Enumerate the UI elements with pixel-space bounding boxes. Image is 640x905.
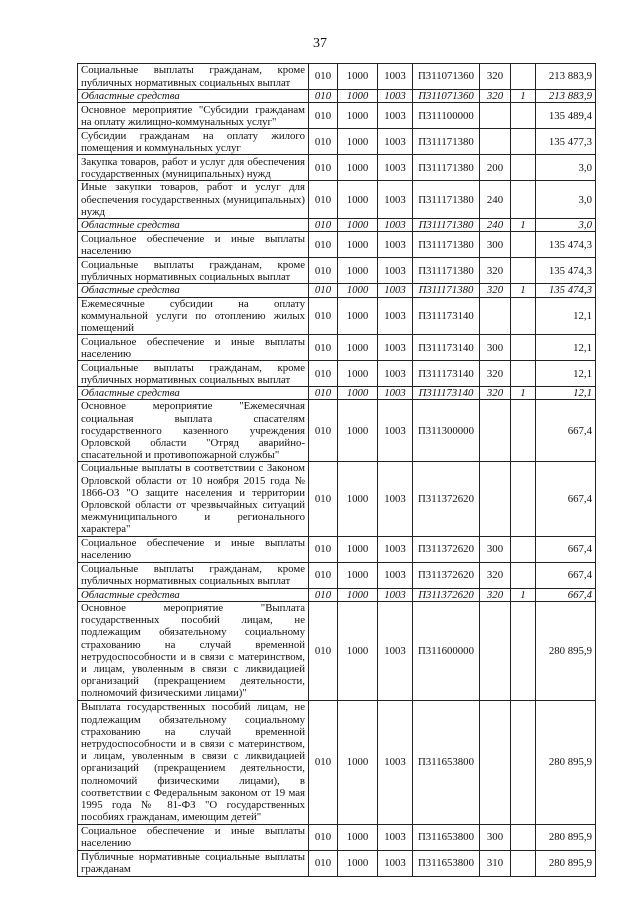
row-source-cell: 1 — [511, 284, 536, 297]
row-amount-cell: 213 883,9 — [536, 64, 596, 90]
row-subsection-cell: 1003 — [378, 562, 413, 588]
row-expense-type-cell — [480, 400, 511, 462]
row-section-cell: 1000 — [338, 601, 378, 700]
row-source-cell — [511, 103, 536, 129]
row-chapter-cell: 010 — [309, 155, 338, 181]
table-row — [78, 103, 596, 129]
row-section-cell: 1000 — [338, 700, 378, 824]
row-source-cell — [511, 824, 536, 850]
row-expense-type-cell: 320 — [480, 90, 511, 103]
row-section-cell: 1000 — [338, 181, 378, 219]
row-source-cell — [511, 297, 536, 335]
row-target-article-cell: П311171380 — [413, 284, 480, 297]
table-row — [78, 129, 596, 155]
table-row-regional-funds — [78, 90, 596, 103]
row-chapter-cell: 010 — [309, 90, 338, 103]
row-chapter-cell: 010 — [309, 232, 338, 258]
row-source-cell — [511, 601, 536, 700]
row-amount-cell: 12,1 — [536, 335, 596, 361]
row-chapter-cell: 010 — [309, 103, 338, 129]
row-name-cell: Областные средства — [78, 90, 309, 103]
row-expense-type-cell: 300 — [480, 824, 511, 850]
row-expense-type-cell: 320 — [480, 562, 511, 588]
row-expense-type-cell — [480, 129, 511, 155]
row-target-article-cell: П311372620 — [413, 536, 480, 562]
row-source-cell — [511, 536, 536, 562]
row-expense-type-cell: 320 — [480, 588, 511, 601]
row-section-cell: 1000 — [338, 462, 378, 536]
row-target-article-cell: П311171380 — [413, 219, 480, 232]
row-name-cell: Социальные выплаты гражданам, кроме публичных нормативных социальных выплат — [78, 562, 309, 588]
row-subsection-cell: 1003 — [378, 181, 413, 219]
row-expense-type-cell: 240 — [480, 219, 511, 232]
row-name-cell: Публичные нормативные социальные выплаты гражданам — [78, 850, 309, 876]
row-name-cell: Основное мероприятие "Ежемесячная социальная выплата спасателям государственного казенного учреждения Орловской области "Отряд аварийно-спасательной и противопожарной службы" — [78, 400, 309, 462]
row-target-article-cell: П311173140 — [413, 387, 480, 400]
table-row — [78, 562, 596, 588]
row-chapter-cell: 010 — [309, 219, 338, 232]
row-name-cell: Областные средства — [78, 219, 309, 232]
row-target-article-cell: П311171380 — [413, 129, 480, 155]
row-name-cell: Областные средства — [78, 387, 309, 400]
row-source-cell — [511, 335, 536, 361]
row-subsection-cell: 1003 — [378, 462, 413, 536]
row-expense-type-cell: 300 — [480, 232, 511, 258]
row-name-cell: Социальные выплаты гражданам, кроме публичных нормативных социальных выплат — [78, 361, 309, 387]
table-row — [78, 536, 596, 562]
row-section-cell: 1000 — [338, 361, 378, 387]
row-subsection-cell: 1003 — [378, 129, 413, 155]
row-section-cell: 1000 — [338, 400, 378, 462]
row-name-cell: Основное мероприятие "Выплата государственных пособий лицам, не подлежащим обязательному социальному страхованию на случай временной нетрудоспособности и в связи с материнством, и лицам, уволенным в связи с ликвидацией организаций (прекращением деятельности, полномочий физическими лицами)" — [78, 601, 309, 700]
row-subsection-cell: 1003 — [378, 155, 413, 181]
row-chapter-cell: 010 — [309, 297, 338, 335]
table-row — [78, 258, 596, 284]
row-amount-cell: 3,0 — [536, 219, 596, 232]
row-section-cell: 1000 — [338, 536, 378, 562]
row-name-cell: Социальные выплаты гражданам, кроме публичных нормативных социальных выплат — [78, 258, 309, 284]
row-source-cell — [511, 232, 536, 258]
row-subsection-cell: 1003 — [378, 700, 413, 824]
row-source-cell — [511, 155, 536, 181]
table-row — [78, 824, 596, 850]
row-name-cell: Выплата государственных пособий лицам, не подлежащим обязательному социальному страхованию на случай временной нетрудоспособности и в связи с материнством, и лицам, уволенным в связи с ликвидацией организаций (прекращением деятельности, полномочий физическими лицами), в соответствии с Федеральным законом от 19 мая 1995 года № 81-ФЗ "О государственных пособиях гражданам, имеющим детей" — [78, 700, 309, 824]
row-amount-cell: 280 895,9 — [536, 850, 596, 876]
row-name-cell: Социальное обеспечение и иные выплаты населению — [78, 536, 309, 562]
row-source-cell — [511, 64, 536, 90]
row-subsection-cell: 1003 — [378, 361, 413, 387]
row-subsection-cell: 1003 — [378, 601, 413, 700]
row-amount-cell: 667,4 — [536, 536, 596, 562]
row-expense-type-cell — [480, 601, 511, 700]
row-source-cell — [511, 400, 536, 462]
row-subsection-cell: 1003 — [378, 335, 413, 361]
row-chapter-cell: 010 — [309, 335, 338, 361]
row-target-article-cell: П311372620 — [413, 588, 480, 601]
row-target-article-cell: П311173140 — [413, 361, 480, 387]
row-source-cell — [511, 700, 536, 824]
row-amount-cell: 135 474,3 — [536, 232, 596, 258]
row-subsection-cell: 1003 — [378, 232, 413, 258]
row-section-cell: 1000 — [338, 297, 378, 335]
row-target-article-cell: П311171380 — [413, 181, 480, 219]
table-row — [78, 400, 596, 462]
row-amount-cell: 3,0 — [536, 155, 596, 181]
row-source-cell: 1 — [511, 588, 536, 601]
row-target-article-cell: П311173140 — [413, 297, 480, 335]
row-amount-cell: 667,4 — [536, 588, 596, 601]
row-expense-type-cell: 320 — [480, 258, 511, 284]
row-amount-cell: 135 474,3 — [536, 284, 596, 297]
table-row-regional-funds — [78, 284, 596, 297]
row-target-article-cell: П311100000 — [413, 103, 480, 129]
row-chapter-cell: 010 — [309, 601, 338, 700]
row-source-cell — [511, 462, 536, 536]
table-row-regional-funds — [78, 219, 596, 232]
row-chapter-cell: 010 — [309, 700, 338, 824]
row-source-cell — [511, 361, 536, 387]
table-row — [78, 232, 596, 258]
table-row — [78, 64, 596, 90]
row-name-cell: Субсидии гражданам на оплату жилого помещения и коммунальных услуг — [78, 129, 309, 155]
row-source-cell — [511, 181, 536, 219]
row-subsection-cell: 1003 — [378, 258, 413, 284]
row-amount-cell: 667,4 — [536, 562, 596, 588]
row-source-cell — [511, 258, 536, 284]
row-section-cell: 1000 — [338, 258, 378, 284]
table-body — [78, 64, 596, 877]
row-chapter-cell: 010 — [309, 824, 338, 850]
row-source-cell — [511, 562, 536, 588]
row-section-cell: 1000 — [338, 824, 378, 850]
row-section-cell: 1000 — [338, 90, 378, 103]
row-name-cell: Иные закупки товаров, работ и услуг для обеспечения государственных (муниципальных) нужд — [78, 181, 309, 219]
row-section-cell: 1000 — [338, 103, 378, 129]
row-target-article-cell: П311372620 — [413, 562, 480, 588]
row-source-cell: 1 — [511, 90, 536, 103]
table-row-regional-funds — [78, 387, 596, 400]
table-row-regional-funds — [78, 588, 596, 601]
row-amount-cell: 12,1 — [536, 387, 596, 400]
row-amount-cell: 280 895,9 — [536, 700, 596, 824]
row-chapter-cell: 010 — [309, 400, 338, 462]
row-name-cell: Областные средства — [78, 284, 309, 297]
row-expense-type-cell: 320 — [480, 284, 511, 297]
row-expense-type-cell: 300 — [480, 335, 511, 361]
row-target-article-cell: П311171380 — [413, 258, 480, 284]
row-amount-cell: 280 895,9 — [536, 601, 596, 700]
row-amount-cell: 667,4 — [536, 462, 596, 536]
row-expense-type-cell — [480, 700, 511, 824]
row-target-article-cell: П311372620 — [413, 462, 480, 536]
row-chapter-cell: 010 — [309, 536, 338, 562]
row-name-cell: Социальное обеспечение и иные выплаты населению — [78, 824, 309, 850]
row-name-cell: Областные средства — [78, 588, 309, 601]
row-subsection-cell: 1003 — [378, 64, 413, 90]
row-section-cell: 1000 — [338, 219, 378, 232]
row-source-cell: 1 — [511, 387, 536, 400]
row-expense-type-cell: 320 — [480, 387, 511, 400]
row-chapter-cell: 010 — [309, 462, 338, 536]
row-subsection-cell: 1003 — [378, 824, 413, 850]
row-amount-cell: 135 474,3 — [536, 258, 596, 284]
row-target-article-cell: П311653800 — [413, 700, 480, 824]
row-amount-cell: 135 477,3 — [536, 129, 596, 155]
row-name-cell: Социальное обеспечение и иные выплаты населению — [78, 335, 309, 361]
table-row — [78, 361, 596, 387]
row-target-article-cell: П311600000 — [413, 601, 480, 700]
row-section-cell: 1000 — [338, 129, 378, 155]
row-target-article-cell: П311171380 — [413, 155, 480, 181]
row-subsection-cell: 1003 — [378, 400, 413, 462]
row-name-cell: Социальное обеспечение и иные выплаты населению — [78, 232, 309, 258]
row-section-cell: 1000 — [338, 850, 378, 876]
row-subsection-cell: 1003 — [378, 219, 413, 232]
row-target-article-cell: П311071360 — [413, 90, 480, 103]
row-chapter-cell: 010 — [309, 588, 338, 601]
row-section-cell: 1000 — [338, 155, 378, 181]
row-expense-type-cell — [480, 103, 511, 129]
row-source-cell — [511, 850, 536, 876]
page-number: 37 — [313, 36, 327, 51]
row-expense-type-cell — [480, 297, 511, 335]
row-source-cell — [511, 129, 536, 155]
table-row — [78, 850, 596, 876]
row-subsection-cell: 1003 — [378, 588, 413, 601]
row-chapter-cell: 010 — [309, 387, 338, 400]
row-expense-type-cell: 300 — [480, 536, 511, 562]
row-chapter-cell: 010 — [309, 850, 338, 876]
row-chapter-cell: 010 — [309, 129, 338, 155]
row-subsection-cell: 1003 — [378, 387, 413, 400]
table-row — [78, 462, 596, 536]
row-subsection-cell: 1003 — [378, 850, 413, 876]
row-section-cell: 1000 — [338, 64, 378, 90]
row-amount-cell: 280 895,9 — [536, 824, 596, 850]
row-chapter-cell: 010 — [309, 361, 338, 387]
row-amount-cell: 667,4 — [536, 400, 596, 462]
row-name-cell: Ежемесячные субсидии на оплату коммунальной услуги по отоплению жилых помещений — [78, 297, 309, 335]
row-chapter-cell: 010 — [309, 181, 338, 219]
table-row — [78, 181, 596, 219]
row-section-cell: 1000 — [338, 562, 378, 588]
budget-table — [77, 63, 596, 877]
row-chapter-cell: 010 — [309, 64, 338, 90]
row-target-article-cell: П311071360 — [413, 64, 480, 90]
row-expense-type-cell: 200 — [480, 155, 511, 181]
row-name-cell: Социальные выплаты в соответствии с Законом Орловской области от 10 ноября 2015 года № 1866-ОЗ "О защите населения и территории Орловской области от чрезвычайных ситуаций межмуниципального и регионального характера" — [78, 462, 309, 536]
row-target-article-cell: П311173140 — [413, 335, 480, 361]
row-section-cell: 1000 — [338, 588, 378, 601]
row-source-cell: 1 — [511, 219, 536, 232]
row-amount-cell: 3,0 — [536, 181, 596, 219]
table-row — [78, 335, 596, 361]
row-expense-type-cell: 240 — [480, 181, 511, 219]
table-row — [78, 155, 596, 181]
row-chapter-cell: 010 — [309, 258, 338, 284]
row-expense-type-cell: 320 — [480, 361, 511, 387]
row-amount-cell: 12,1 — [536, 361, 596, 387]
row-expense-type-cell — [480, 462, 511, 536]
row-chapter-cell: 010 — [309, 562, 338, 588]
row-section-cell: 1000 — [338, 232, 378, 258]
table-row — [78, 601, 596, 700]
row-expense-type-cell: 320 — [480, 64, 511, 90]
row-name-cell: Социальные выплаты гражданам, кроме публичных нормативных социальных выплат — [78, 64, 309, 90]
row-target-article-cell: П311653800 — [413, 824, 480, 850]
row-target-article-cell: П311653800 — [413, 850, 480, 876]
row-name-cell: Закупка товаров, работ и услуг для обеспечения государственных (муниципальных) нужд — [78, 155, 309, 181]
table-row — [78, 297, 596, 335]
row-subsection-cell: 1003 — [378, 90, 413, 103]
row-subsection-cell: 1003 — [378, 297, 413, 335]
row-target-article-cell: П311171380 — [413, 232, 480, 258]
table-row — [78, 700, 596, 824]
row-subsection-cell: 1003 — [378, 536, 413, 562]
row-section-cell: 1000 — [338, 284, 378, 297]
row-amount-cell: 135 489,4 — [536, 103, 596, 129]
row-amount-cell: 213 883,9 — [536, 90, 596, 103]
row-amount-cell: 12,1 — [536, 297, 596, 335]
row-section-cell: 1000 — [338, 335, 378, 361]
row-expense-type-cell: 310 — [480, 850, 511, 876]
row-section-cell: 1000 — [338, 387, 378, 400]
row-target-article-cell: П311300000 — [413, 400, 480, 462]
row-chapter-cell: 010 — [309, 284, 338, 297]
row-subsection-cell: 1003 — [378, 103, 413, 129]
row-subsection-cell: 1003 — [378, 284, 413, 297]
row-name-cell: Основное мероприятие "Субсидии гражданам на оплату жилищно-коммунальных услуг" — [78, 103, 309, 129]
